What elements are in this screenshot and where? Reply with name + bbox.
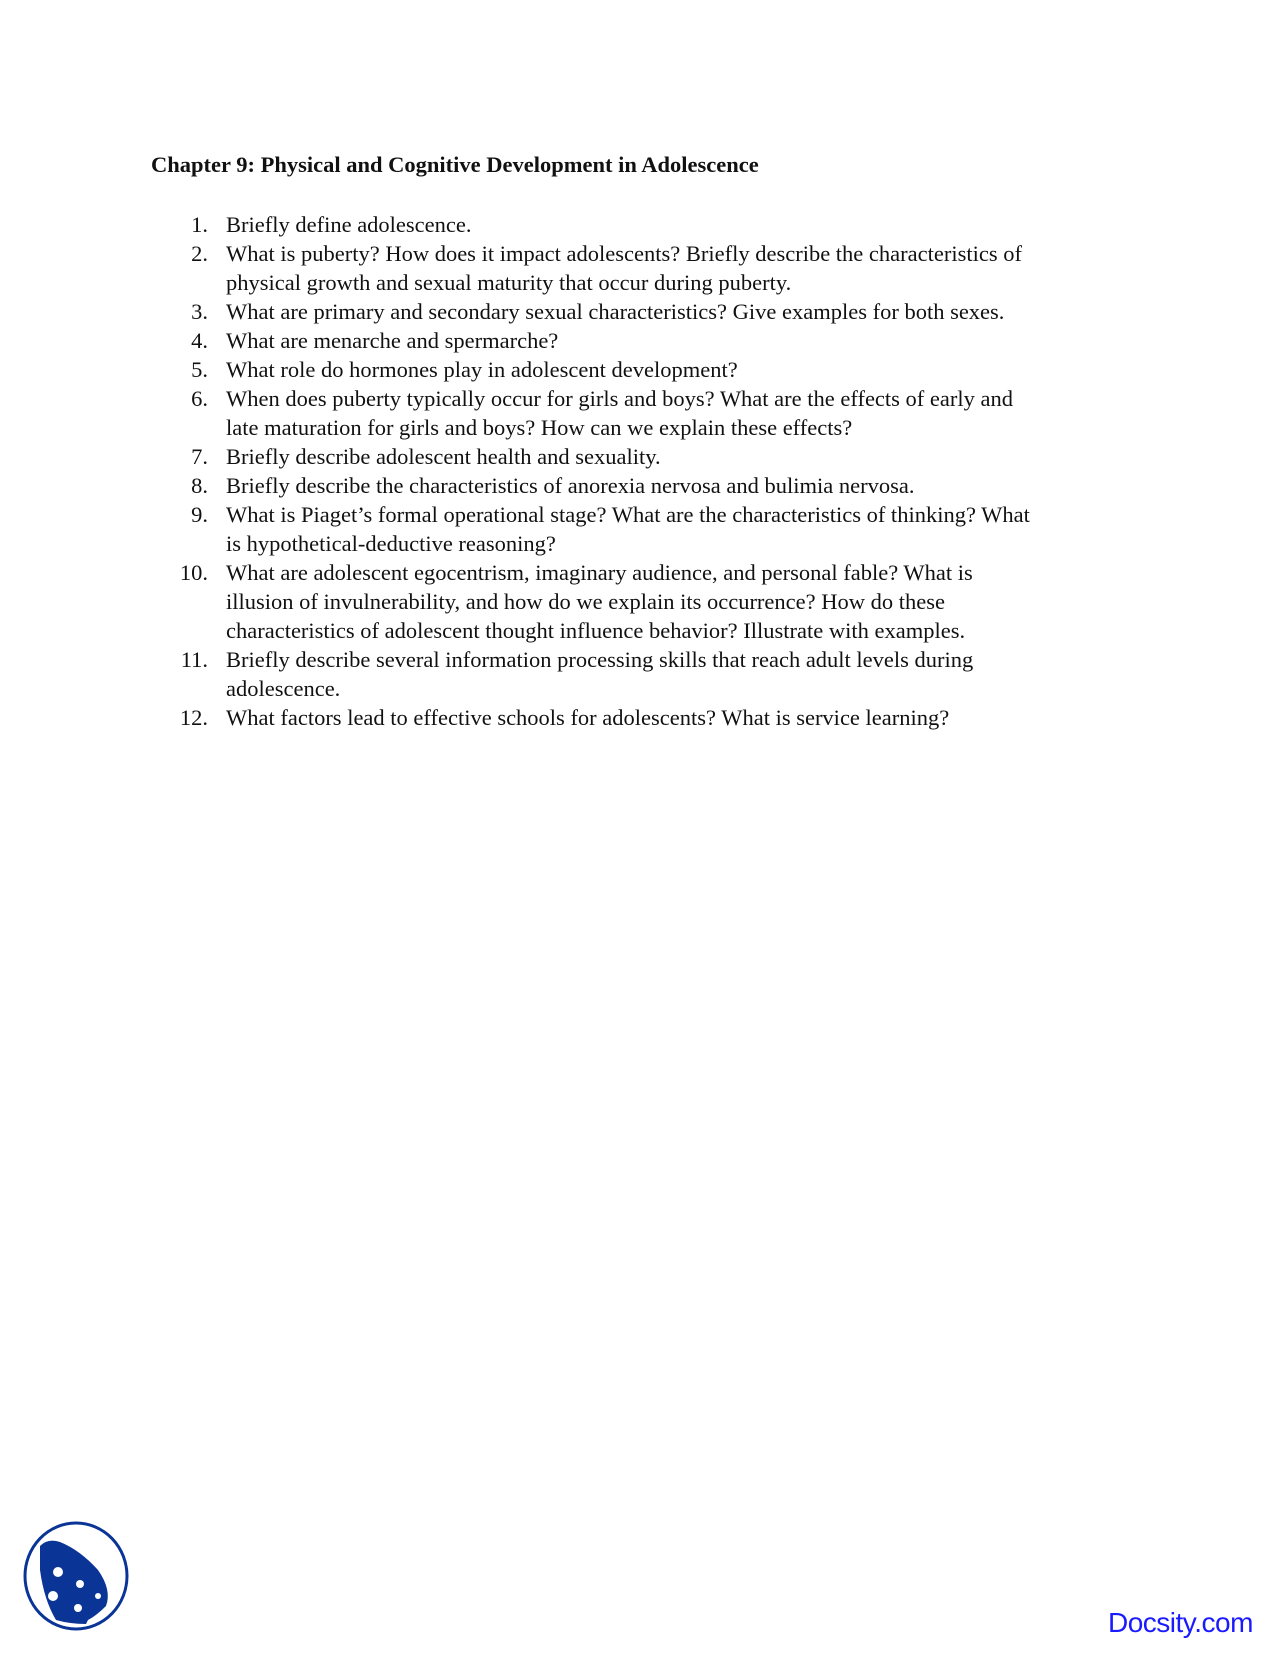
question-line: What are menarche and spermarche? <box>226 328 559 353</box>
question-line: Briefly describe the characteristics of anorexia nervosa and bulimia nervosa. <box>226 473 915 498</box>
question-line: Briefly define adolescence. <box>226 212 472 237</box>
question-line: What is Piaget’s formal operational stage? What are the characteristics of thinking? What <box>226 502 1030 527</box>
question-line: When does puberty typically occur for girls and boys? What are the effects of early and <box>226 386 1013 411</box>
docsity-link[interactable]: Docsity.com <box>1108 1607 1253 1638</box>
question-number: 11. <box>180 647 208 672</box>
question-item <box>0 239 1030 297</box>
question-line: What is puberty? How does it impact adolescents? Briefly describe the characteristics of <box>226 241 1022 266</box>
question-text <box>226 297 1030 326</box>
question-item <box>0 355 1030 384</box>
question-number: 9. <box>191 502 208 527</box>
question-text <box>226 500 1030 558</box>
question-text <box>226 326 1030 355</box>
question-item <box>0 442 1030 471</box>
question-item <box>0 500 1030 558</box>
question-text <box>226 471 1030 500</box>
question-number: 4. <box>191 328 208 353</box>
question-number: 2. <box>191 241 208 266</box>
question-text <box>226 442 1030 471</box>
page-title: Chapter 9: Physical and Cognitive Development in Adolescence <box>151 152 759 177</box>
question-line: What are primary and secondary sexual characteristics? Give examples for both sexes. <box>226 299 1005 324</box>
question-item <box>0 645 1030 703</box>
question-number: 12. <box>179 705 208 730</box>
question-text <box>226 355 1030 384</box>
question-list <box>0 210 1030 732</box>
question-text <box>226 558 1030 645</box>
question-line: is hypothetical-deductive reasoning? <box>226 531 556 556</box>
question-item <box>0 210 1030 239</box>
question-text <box>226 645 1030 703</box>
question-text <box>226 703 1030 732</box>
question-line: adolescence. <box>226 676 341 701</box>
question-line: illusion of invulnerability, and how do we explain its occurrence? How do these <box>226 589 945 614</box>
question-number: 8. <box>191 473 208 498</box>
question-number: 3. <box>191 299 208 324</box>
question-item <box>0 558 1030 645</box>
question-item <box>0 297 1030 326</box>
question-line: What role do hormones play in adolescent development? <box>226 357 738 382</box>
question-line: late maturation for girls and boys? How can we explain these effects? <box>226 415 853 440</box>
question-number: 7. <box>191 444 208 469</box>
question-number: 5. <box>191 357 208 382</box>
question-line: Briefly describe several information processing skills that reach adult levels during <box>226 647 974 672</box>
question-text <box>226 239 1030 297</box>
question-item <box>0 471 1030 500</box>
question-text <box>226 384 1030 442</box>
docsity-logo-icon <box>20 1520 132 1632</box>
question-number: 1. <box>191 212 208 237</box>
question-item <box>0 326 1030 355</box>
question-text <box>226 210 1030 239</box>
question-item <box>0 384 1030 442</box>
question-item <box>0 703 1030 732</box>
question-line: What factors lead to effective schools for adolescents? What is service learning? <box>226 705 950 730</box>
question-line: What are adolescent egocentrism, imaginary audience, and personal fable? What is <box>226 560 973 585</box>
question-number: 10. <box>179 560 208 585</box>
question-number: 6. <box>191 386 208 411</box>
question-line: Briefly describe adolescent health and sexuality. <box>226 444 661 469</box>
question-line: physical growth and sexual maturity that occur during puberty. <box>226 270 792 295</box>
question-line: characteristics of adolescent thought influence behavior? Illustrate with examples. <box>226 618 966 643</box>
